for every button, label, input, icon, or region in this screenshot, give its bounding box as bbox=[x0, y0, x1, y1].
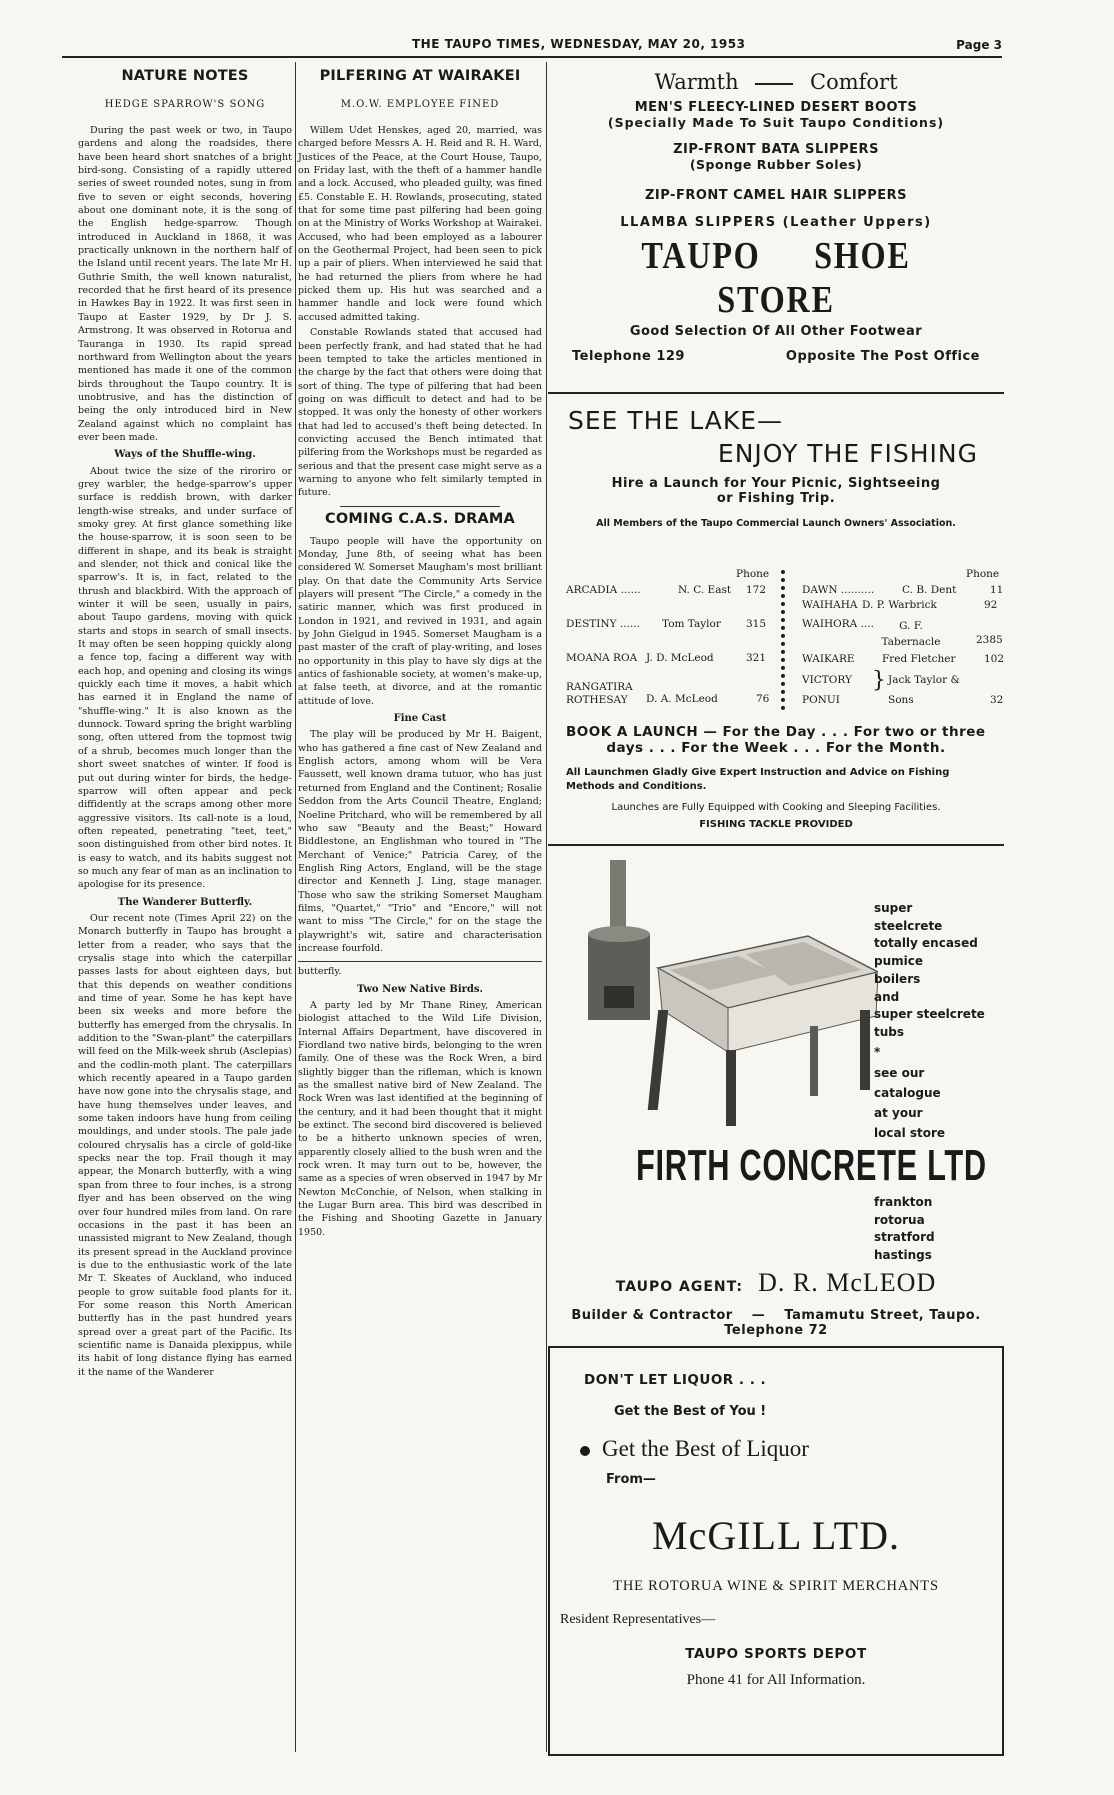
page-number: Page 3 bbox=[956, 38, 1002, 52]
launch-name: VICTORY bbox=[802, 674, 852, 686]
firth-features bbox=[874, 900, 985, 1143]
mcgill-line: THE ROTORUA WINE & SPIRIT MERCHANTS bbox=[613, 1578, 939, 1594]
nature-notes-article bbox=[78, 62, 292, 1381]
paragraph: The play will be produced by Mr H. Baigent, who has gathered a fine cast of New Zealand and English actors, among whom will be Vera Faussett, well known drama tutuor, who has just returned from England and the Continent; Rosalie Seddon from the Arts Council Theatre, England; Noeline Pritchard, who will be remembered by all who saw "Beauty and the Beast;" Howard Biddlestone, an Englishman who toured in "The Merchant of Venice;" Patricia Carey, of the English Ring Actors, England, will be the stage director and Kenneth J. Ling, stage manager. Those who saw the striking Somerset Maugham films, "Quartet," "Trio" and "Encore," will not want to miss "The Circle," for on the stage the playwright's wit, satire and characterisation increase fourfold. bbox=[298, 729, 542, 954]
firth-company-name: FIRTH CONCRETE LTD bbox=[636, 1141, 987, 1190]
launch-name: DESTINY ...... bbox=[566, 618, 640, 630]
street-line: Tamamutu Street, Taupo. bbox=[784, 1308, 981, 1323]
launch-phone: 321 bbox=[746, 652, 767, 664]
launch-owner: Fred Fletcher bbox=[882, 653, 956, 665]
tagline-text: Get the Best of Liquor bbox=[602, 1436, 809, 1461]
inline-heading: Ways of the Shuffle-wing. bbox=[114, 449, 256, 461]
ad-line: LLAMBA SLIPPERS (Leather Uppers) bbox=[620, 215, 932, 230]
launch-owner: Tom Taylor bbox=[662, 618, 721, 630]
paragraph: Taupo people will have the opportunity on Monday, June 8th, of seeing what has been considered W. Somerset Maugham's most brilliant play. On that date the Community Arts Service players will present "The Circle," a comedy in the satiric manner, which was first produced in London in 1921, and revived in 1931, and again by John Gielgud in 1945. Somerset Maugham is a past master of the craft of play-writing, and loses no opportunity in this play to have sly digs at the antics of fashionable society, at women's make-up, at false teeth, at divorce, and at the romantic attitude of love. bbox=[298, 535, 542, 707]
feature-line: totally encased bbox=[874, 936, 978, 951]
tub-leg bbox=[648, 1010, 669, 1110]
masthead bbox=[62, 36, 1002, 58]
ad-line: (Specially Made To Suit Taupo Conditions) bbox=[607, 115, 945, 130]
article-subheading: M.O.W. EMPLOYEE FINED bbox=[340, 99, 500, 110]
column-rule bbox=[295, 62, 296, 1752]
feature-line: super bbox=[874, 901, 913, 915]
feature-line: catalogue bbox=[874, 1086, 941, 1101]
launch-owner: N. C. East bbox=[678, 584, 732, 596]
bullet-icon bbox=[580, 1446, 590, 1456]
mcgill-line: Resident Representatives— bbox=[560, 1612, 716, 1627]
town: hastings bbox=[874, 1248, 932, 1263]
launch-phone: 2385 bbox=[976, 634, 1003, 646]
mcgill-ad bbox=[548, 1346, 1004, 1756]
launch-name: DAWN .......... bbox=[802, 584, 875, 596]
tub-leg bbox=[810, 1026, 818, 1096]
header-warmth: Warmth bbox=[654, 70, 739, 94]
firth-concrete-ad bbox=[548, 848, 1004, 1314]
firth-agent-details bbox=[548, 1304, 1004, 1338]
ad-divider bbox=[548, 844, 1004, 846]
boiler-flue bbox=[610, 860, 626, 934]
mcgill-line: From— bbox=[606, 1472, 656, 1487]
launch-phone: 172 bbox=[746, 584, 767, 596]
brace: } bbox=[872, 668, 886, 693]
launch-phone: 92 bbox=[984, 599, 998, 611]
equipped-line: Launches are Fully Equipped with Cooking and Sleeping Facilities. bbox=[611, 802, 941, 813]
store-name bbox=[582, 234, 970, 322]
article-heading: NATURE NOTES bbox=[121, 68, 249, 84]
launch-name: PONUI bbox=[802, 694, 840, 706]
ad-line: (Sponge Rubber Soles) bbox=[689, 157, 863, 172]
mcgill-line: Get the Best of You ! bbox=[614, 1404, 767, 1419]
phone-header: Phone bbox=[736, 568, 770, 580]
launch-phone: 32 bbox=[990, 694, 1004, 706]
launch-phone: 315 bbox=[746, 618, 767, 630]
ad-line: MEN'S FLEECY-LINED DESERT BOOTS bbox=[634, 100, 918, 115]
tackle-line: FISHING TACKLE PROVIDED bbox=[699, 819, 853, 830]
shoe-phone: Telephone 129 bbox=[572, 349, 685, 364]
agent-name: D. R. McLEOD bbox=[758, 1268, 937, 1297]
mcgill-line: DON'T LET LIQUOR . . . bbox=[584, 1372, 767, 1388]
launch-name: WAIHORA .... bbox=[802, 618, 874, 630]
paragraph: About twice the size of the riroriro or grey warbler, the hedge-sparrow's upper surface is reddish brown, with darker length-wise streaks, and under surface of smoky grey. At first glance something like the house-sparrow, it is soon seen to be different in shape, and its beak is straight and slender, not thick and conical like the sparrow's. It is, in fact, related to the thrush and blackbird. With the approach of winter it will be seen, usually in pairs, about Taupo gardens, moving with quick starts and stops in search of small insects. It may often be seen hopping quickly along a fence top, facing a different way with each hop, and opening and closing its wings quickly each time it moves, a habit which has earned it in England the name of "shuffle-wing." It is also known as the dunnock. Toward spring the bright warbling song, often uttered from the topmost twig of a shrub, becomes much longer than the short sweet snatches of winter. If food is put out during winter for birds, the hedge-sparrow will often appear and peck diffidently at the scraps among other more aggressive visitors. Its call-note is a loud, often repeated, penetrating "teet, teet," soon distinguished from other bird notes. It is easy to watch, and its habits suggest not so much any fear of man as an inclination to apologise for its presence. bbox=[78, 465, 292, 891]
masthead-title: THE TAUPO TIMES, WEDNESDAY, MAY 20, 1953 bbox=[412, 37, 746, 51]
paragraph: Constable Rowlands stated that accused had been perfectly frank, and had stated that he had been tempted to take the articles mentioned in the charge by the fact that others were doing that sort of thing. The type of pilfering that had been going on was difficult to detect and had to be stopped. It was only the honesty of other workers that had led to accused's theft being detected. In convicting accused the Bench intimated that pilfering from the Workshops must be regarded as serious and that the present case might serve as a warning to anyone who felt similarly tempted in future. bbox=[298, 327, 542, 499]
ad-line: ZIP-FRONT CAMEL HAIR SLIPPERS bbox=[644, 188, 907, 203]
mcgill-company-name: McGILL LTD. bbox=[652, 1513, 900, 1558]
pilfering-article bbox=[298, 62, 542, 1241]
feature-line: super steelcrete bbox=[874, 1007, 985, 1022]
mcgill-line: Phone 41 for All Information. bbox=[686, 1672, 866, 1688]
town: rotorua bbox=[874, 1212, 925, 1227]
carry-over: butterfly. bbox=[298, 966, 342, 978]
launch-headline: SEE THE LAKE— bbox=[568, 406, 784, 435]
town: frankton bbox=[874, 1195, 933, 1209]
inline-heading: Two New Native Birds. bbox=[356, 983, 483, 995]
ad-line: ZIP-FRONT BATA SLIPPERS bbox=[673, 142, 879, 157]
paragraph: Our recent note (Times April 22) on the Monarch butterfly in Taupo has brought a letter from a reader, who says that the crysalis stage into which the caterpillar passes lasts for about eighteen days, but that this depends on weather conditions and time of year. Some he has kept have been six weeks and more before the butterfly has emerged from the chrysalis. In addition to the "Swan-plant" the caterpillars will feed on the Milk-week shrub (Asclepias) and the codlin-moth plant. The caterpillars which recently apeared in a Taupo garden have now gone into the chrysalis stage, and have hung themselves under leaves, and some taken indoors have hung from ceiling mouldings, and under stools. The pale jade coloured chrysalis has a circle of gold-like specks near the top. Frail though it may appear, the Monarch butterfly, with a wing span from three to four inches, is a strong flyer and has been observed on the wing over four hundred miles from land. On rare occasions in the past it has been an unassisted migrant to New Zealand, though its present spread in the Auckland province is due to the enthusiastic work of the late Mr T. Skeates of Auckland, who induced people to grow suitable food plants for it. For some reason this North American butterfly has in the past hundred years spread over a great part of the Pacific. Its scientific name is Danaida plexippus, while its habit of long distance flying has earned it the name of the Wanderer bbox=[78, 912, 292, 1378]
feature-line: * bbox=[874, 1044, 881, 1059]
launch-name: WAIHAHA bbox=[802, 599, 858, 611]
launch-owner: J. D. McLeod bbox=[646, 652, 714, 664]
launch-owner: C. B. Dent bbox=[902, 584, 957, 596]
article-subheading: HEDGE SPARROW'S SONG bbox=[104, 99, 266, 110]
launch-owner: D. A. McLeod bbox=[646, 693, 718, 705]
launch-name: ARCADIA ...... bbox=[566, 584, 641, 596]
launch-sub: Hire a Launch for Your Picnic, Sightseeing bbox=[611, 476, 941, 491]
drama-heading: COMING C.A.S. DRAMA bbox=[325, 510, 515, 527]
inline-heading: Fine Cast bbox=[393, 713, 447, 725]
firth-agent bbox=[548, 1268, 1004, 1298]
launch-phone: 76 bbox=[756, 693, 770, 705]
town: stratford bbox=[874, 1230, 935, 1245]
drama-body bbox=[298, 535, 542, 956]
feature-line: and bbox=[874, 989, 900, 1004]
paragraph: During the past week or two, in Taupo gardens and along the roadsides, there have been heard short snatches of a bright bird-song. Consisting of a rapidly uttered series of sweet rounded notes, sung in from five to seven or eight seconds, hovering about one dominant note, it is the song of the English hedge-sparrow. Though introduced in Auckland in 1868, it was practically unknown in the northern half of the Island until recent years. The late Mr H. Guthrie Smith, the well known naturalist, recorded that he first heard of its presence in Hawkes Bay in 1922. It was first seen in Taupo at Easter 1929, by Dr J. S. Armstrong. It was observed in Rotorua and Tauranga in 1930. Its rapid spread northward from Wellington about the years mentioned has made it one of the common birds throughout the Taupo country. It is unobtrusive, and has the distinction of being the only introduced bird in New Zealand against which no complaint has ever been made. bbox=[78, 125, 292, 443]
ad-divider bbox=[548, 392, 1004, 394]
agent-phone: Telephone 72 bbox=[724, 1323, 828, 1338]
launch-headline: ENJOY THE FISHING bbox=[717, 439, 978, 468]
launch-owner: Sons bbox=[888, 694, 914, 706]
dash bbox=[755, 83, 793, 85]
builder-line: Builder & Contractor bbox=[571, 1308, 733, 1323]
ad-header bbox=[548, 70, 1004, 94]
feature-line: see our bbox=[874, 1066, 925, 1081]
shoe-store-ad bbox=[548, 62, 1004, 390]
ad-footer bbox=[548, 349, 1004, 371]
phone-header: Phone bbox=[966, 568, 1000, 580]
feature-line: tubs bbox=[874, 1024, 905, 1039]
feature-line: steelcrete bbox=[874, 918, 943, 933]
dash: — bbox=[751, 1308, 766, 1323]
paragraph: A party led by Mr Thane Riney, American biologist attached to the Wild Life Division, Internal Affairs Department, have discovered in Fiordland two native birds, belonging to the wren family. One of these was the Rock Wren, a bird slightly bigger than the rifleman, which is known as the smallest native bird of New Zealand. The Rock Wren was last identified at the beginning of the century, and it had been thought that it might be extinct. The second bird discovered is believed to be a hitherto unknown species of wren, apparently closely allied to the bush wren and the rock wren. It may turn out to be, however, the same as a species of wren observed in 1947 by Mr Newton McConchie, of Nelson, when stalking in the Lugar Burn area. This bird was described in the Fishing and Shooting Gazette in January 1950. bbox=[298, 999, 542, 1238]
birds-body bbox=[298, 965, 542, 1239]
agent-label: TAUPO AGENT: bbox=[615, 1279, 744, 1295]
mcgill-tagline bbox=[580, 1436, 809, 1462]
launch-phone: 102 bbox=[984, 653, 1005, 665]
boiler-door bbox=[604, 986, 634, 1008]
launch-sub: or Fishing Trip. bbox=[716, 491, 836, 506]
store-name-a: TAUPO bbox=[641, 235, 761, 277]
launch-owner: D. P. Warbrick bbox=[862, 599, 937, 611]
launch-name: WAIKARE bbox=[802, 653, 855, 665]
tub-leg bbox=[860, 1010, 870, 1090]
fleet-divider bbox=[781, 570, 785, 710]
launch-name: MOANA ROA bbox=[566, 652, 638, 664]
article-body bbox=[78, 124, 292, 1379]
divider bbox=[298, 961, 542, 962]
divider bbox=[340, 506, 500, 507]
book-line: BOOK A LAUNCH — For the Day . . . For two or three bbox=[566, 724, 986, 740]
book-line: days . . . For the Week . . . For the Month. bbox=[606, 740, 946, 756]
article-body bbox=[298, 124, 542, 500]
paragraph: Willem Udet Henskes, aged 20, married, was charged before Messrs A. H. Reid and R. H. Ward, Justices of the Peace, at the Court House, Taupo, on Friday last, with the theft of a hammer handle and a lock. Accused, who pleaded guilty, was fined £5. Constable E. H. Rowlands, prosecuting, stated that for some time past pilfering had been going on at the Ministry of Works Workshop at Wairakei. Accused, who had been employed as a labourer on the Geothermal Project, had been seen to pick up a pair of pliers. When interviewed he said that he had returned the pliers from where he had picked them up. His hut was searched and a hammer handle and lock were found which accused admitted taking. bbox=[298, 125, 542, 323]
launch-ad-footer bbox=[548, 724, 1004, 830]
launch-owner: G. F. Tabernacle bbox=[881, 620, 941, 648]
column-rule bbox=[546, 62, 547, 1752]
shoe-location: Opposite The Post Office bbox=[785, 349, 980, 364]
boiler-top bbox=[588, 926, 650, 942]
feature-line: boilers bbox=[874, 971, 921, 986]
store-name-b: SHOE STORE bbox=[717, 235, 911, 321]
feature-line: at your bbox=[874, 1106, 923, 1121]
launch-owner: Jack Taylor & bbox=[888, 674, 960, 686]
feature-line: local store bbox=[874, 1126, 946, 1141]
ad-line: Good Selection Of All Other Footwear bbox=[629, 324, 923, 339]
instruction-line: All Launchmen Gladly Give Expert Instruction and Advice on Fishing Methods and Conditions. bbox=[566, 767, 950, 792]
feature-line: pumice bbox=[874, 954, 924, 969]
firth-towns bbox=[874, 1194, 935, 1265]
launch-members: All Members of the Taupo Commercial Launch Owners' Association. bbox=[596, 518, 956, 529]
mcgill-line: TAUPO SPORTS DEPOT bbox=[685, 1646, 867, 1662]
launch-name: RANGATIRA ROTHESAY bbox=[566, 681, 633, 706]
tub-leg bbox=[726, 1050, 736, 1126]
launch-phone: 11 bbox=[990, 584, 1004, 596]
boiler-and-tubs-illustration bbox=[578, 860, 878, 1130]
header-comfort: Comfort bbox=[810, 70, 898, 94]
article-heading: PILFERING AT WAIRAKEI bbox=[319, 68, 521, 84]
inline-heading: The Wanderer Butterfly. bbox=[117, 896, 253, 908]
